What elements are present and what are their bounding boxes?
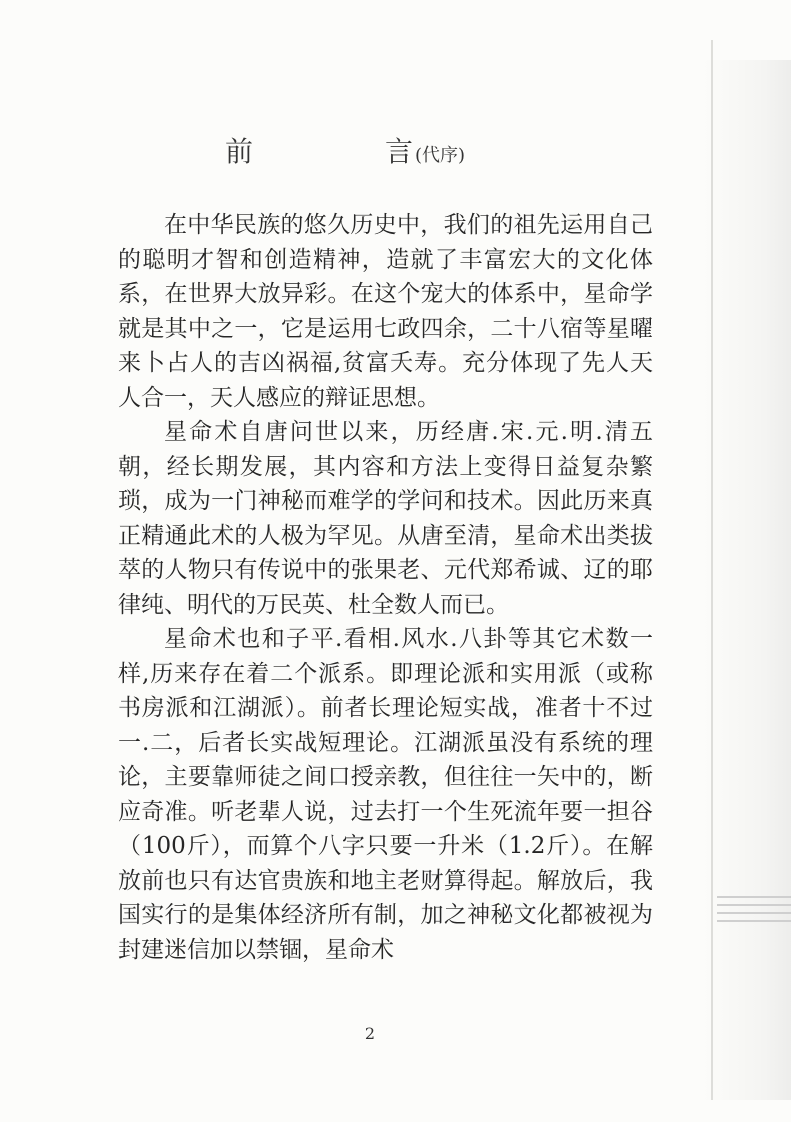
- preface-body: [118, 208, 653, 967]
- page-number: 2: [364, 1024, 376, 1043]
- page-fold-line: [711, 40, 713, 1100]
- title-subtitle: (代序): [415, 145, 466, 166]
- paragraph-1: 在中华民族的悠久历史中，我们的祖先运用自己的聪明才智和创造精神，造就了丰富宏大的文化体系，在世界大放异彩。在这个宠大的体系中，星命学就是其中之一，它是运用七政四余，二十八宿等星曜来卜占人的吉凶祸福,贫富夭寿。充分体现了先人天人合一，天人感应的辩证思想。: [118, 212, 653, 411]
- title-char-first: 前: [225, 135, 254, 168]
- page-edge-shadow: [701, 60, 791, 1100]
- page-title: [225, 128, 525, 176]
- title-char-second: 言: [385, 135, 414, 168]
- paragraph-3: 星命术也和子平.看相.风水.八卦等其它术数一样,历来存在着二个派系。即理论派和实用派（或称书房派和江湖派）。前者长理论短实战，准者十不过一.二，后者长实战短理论。江湖派虽没有系统的理论，主要靠师徒之间口授亲教，但往往一矢中的，断应奇准。听老辈人说，过去打一个生死流年要一担谷（100斤），而算个八字只要一升米（1.2斤）。在解放前也只有达官贵族和地主老财算得起。解放后，我国实行的是集体经济所有制，加之神秘文化都被视为封建迷信加以禁锢，星命术: [118, 626, 653, 963]
- paragraph-2: 星命术自唐问世以来，历经唐.宋.元.明.清五朝，经长期发展，其内容和方法上变得日益复杂繁琐，成为一门神秘而难学的学问和技术。因此历来真正精通此术的人极为罕见。从唐至清，星命术出类拔萃的人物只有传说中的张果老、元代郑希诚、辽的耶律纯、明代的万民英、杜全数人而已。: [118, 419, 653, 618]
- page-edge-marks: [717, 896, 791, 936]
